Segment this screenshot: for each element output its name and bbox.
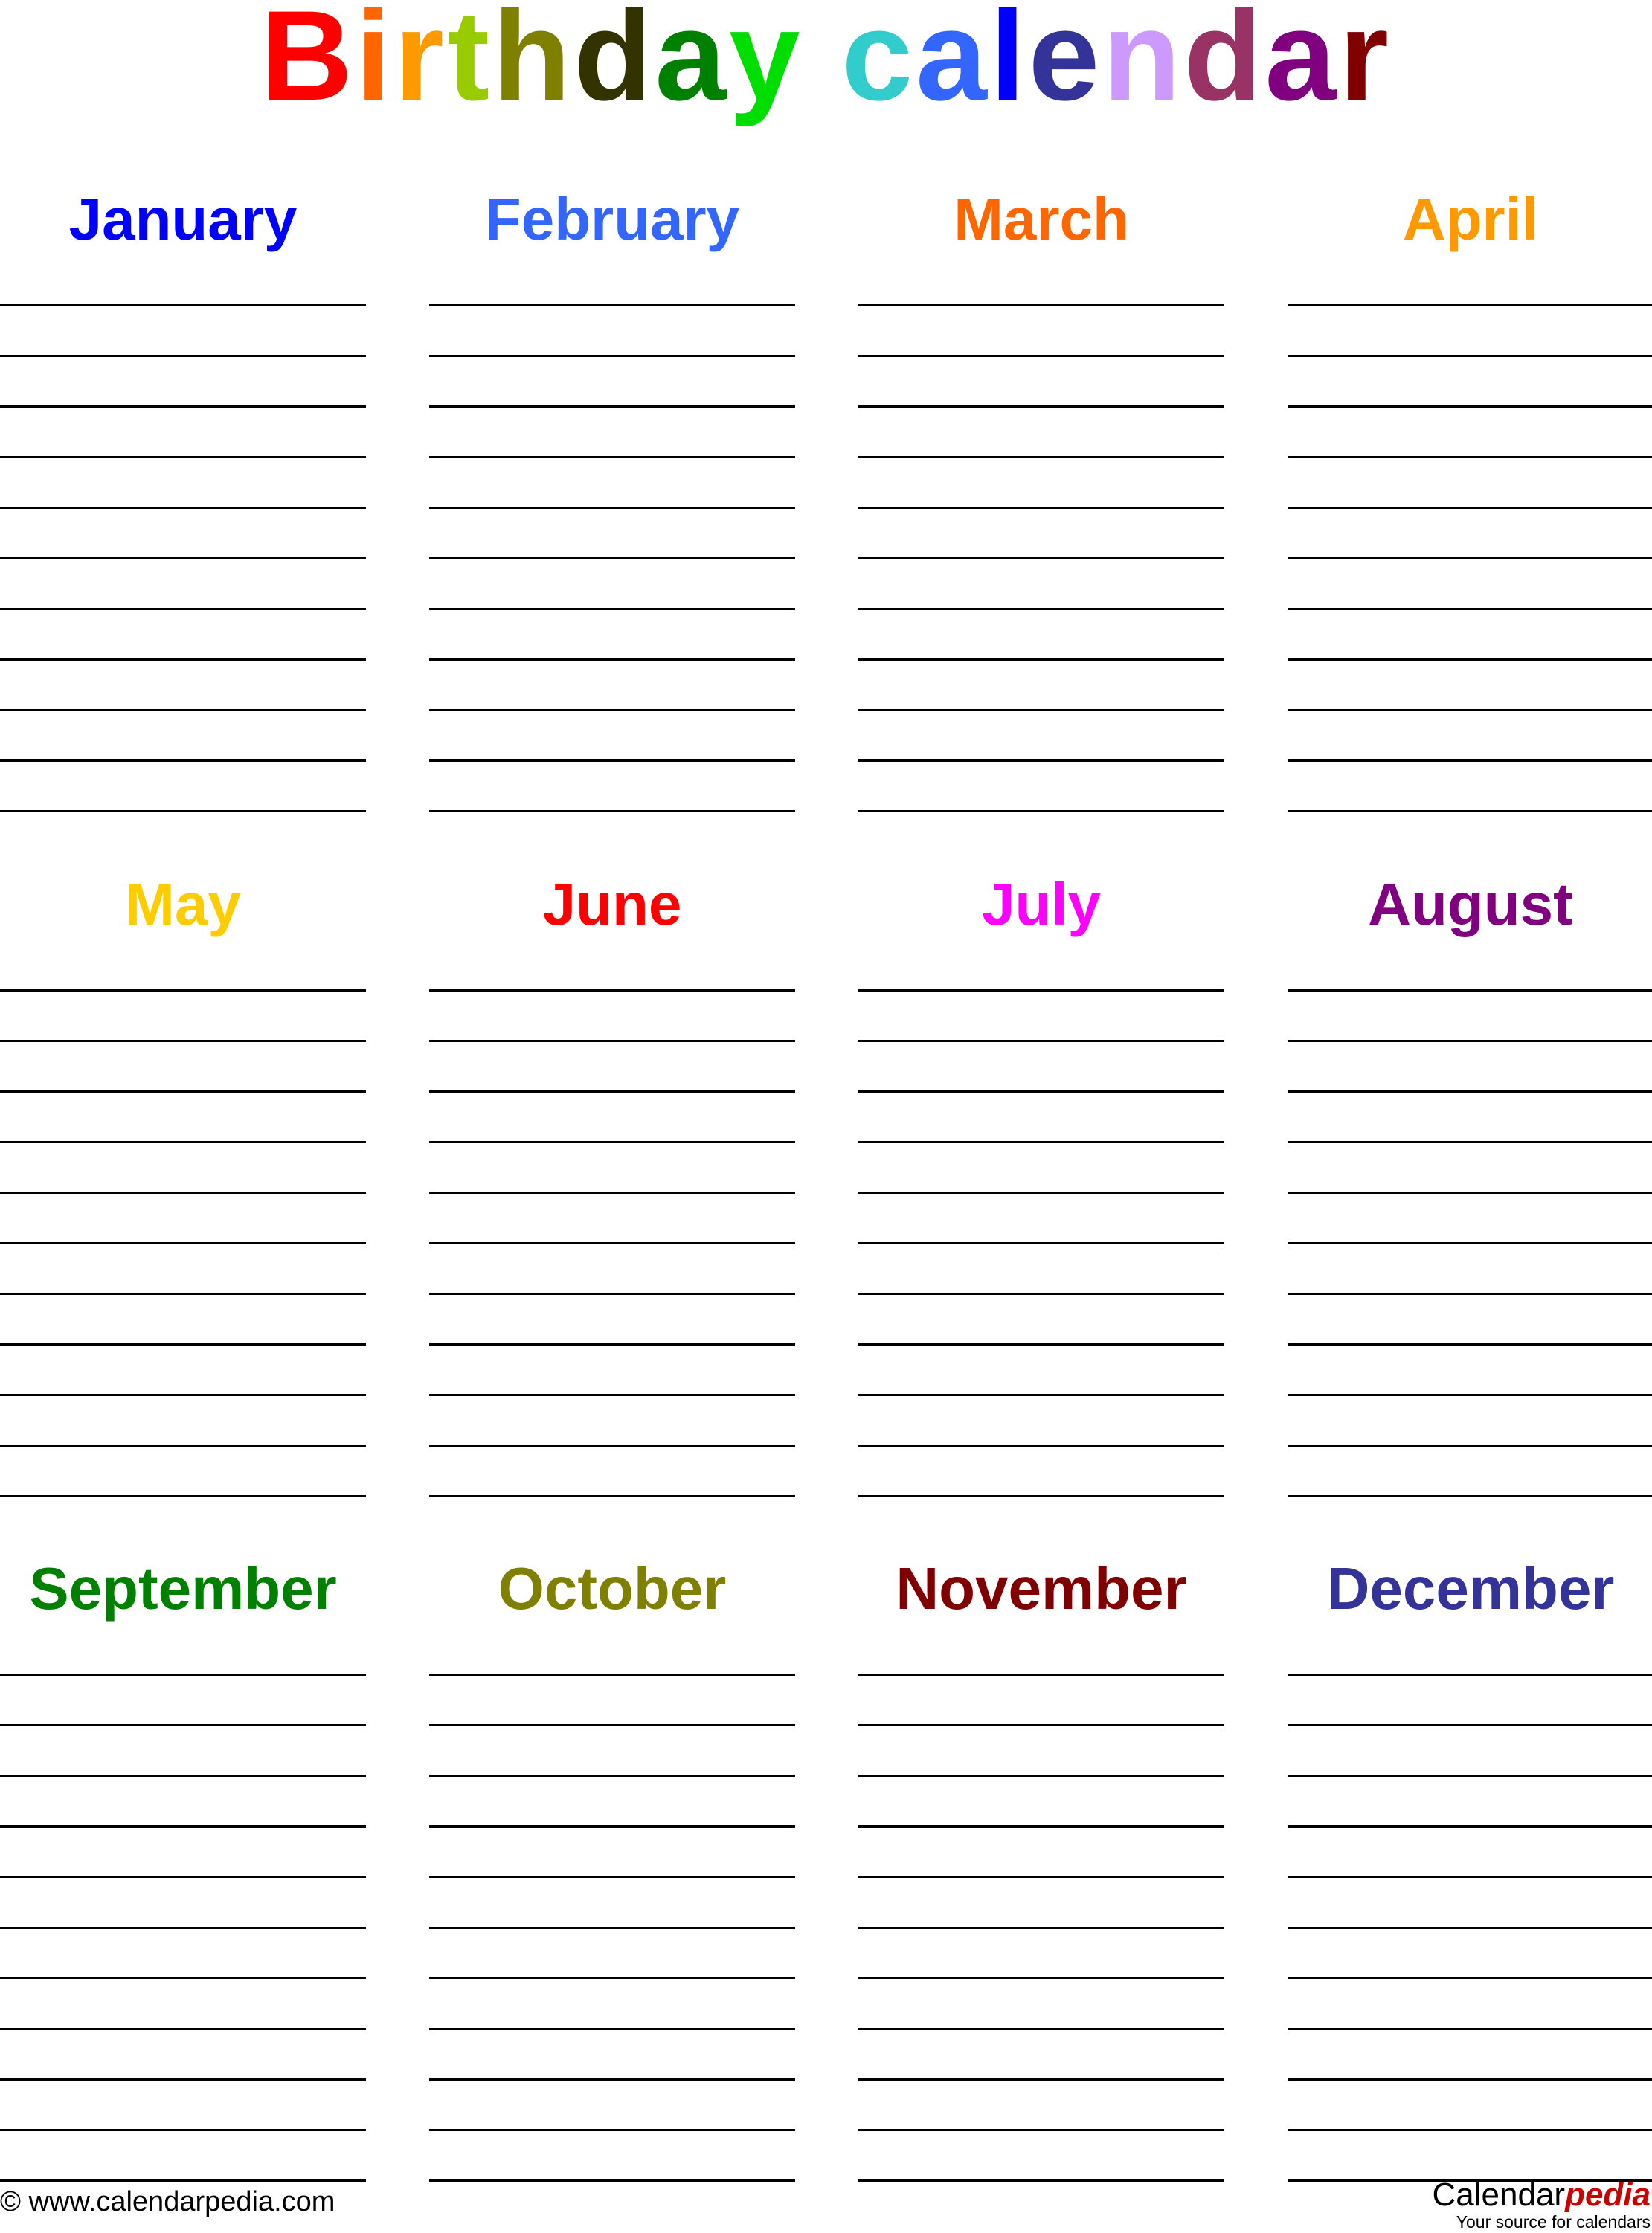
title-letter: d — [573, 0, 655, 127]
birthday-entry-line[interactable] — [0, 1394, 366, 1396]
birthday-entry-line[interactable] — [0, 1927, 366, 1929]
birthday-entry-line[interactable] — [858, 2078, 1224, 2081]
birthday-entry-line[interactable] — [429, 1445, 795, 1447]
birthday-entry-line[interactable] — [858, 1040, 1224, 1042]
birthday-entry-line[interactable] — [0, 1293, 366, 1295]
birthday-entry-line[interactable] — [858, 1293, 1224, 1295]
birthday-entry-line[interactable] — [429, 2129, 795, 2131]
birthday-entry-line[interactable] — [1288, 709, 1652, 711]
birthday-entry-line[interactable] — [858, 1825, 1224, 1828]
month-title-november: November — [896, 1555, 1187, 1622]
birthday-entry-line[interactable] — [429, 608, 795, 610]
birthday-entry-line[interactable] — [429, 557, 795, 559]
title-letter: i — [356, 0, 394, 127]
birthday-entry-line[interactable] — [858, 1141, 1224, 1143]
title-letter: r — [393, 0, 447, 127]
birthday-entry-line[interactable] — [0, 1775, 366, 1777]
birthday-entry-line[interactable] — [0, 1724, 366, 1726]
birthday-entry-line[interactable] — [1288, 1495, 1652, 1497]
birthday-entry-line[interactable] — [858, 1876, 1224, 1878]
title-letter: a — [655, 0, 729, 127]
birthday-entry-line[interactable] — [429, 1775, 795, 1777]
birthday-entry-line[interactable] — [858, 304, 1224, 306]
birthday-entry-line[interactable] — [0, 1495, 366, 1497]
birthday-entry-line[interactable] — [1288, 1445, 1652, 1447]
birthday-entry-line[interactable] — [429, 1192, 795, 1194]
birthday-entry-line[interactable] — [858, 1242, 1224, 1244]
birthday-entry-line[interactable] — [1288, 2028, 1652, 2030]
birthday-entry-line[interactable] — [858, 2028, 1224, 2030]
birthday-entry-line[interactable] — [1288, 405, 1652, 408]
birthday-entry-line[interactable] — [0, 1040, 366, 1042]
birthday-entry-line[interactable] — [1288, 1293, 1652, 1295]
birthday-entry-line[interactable] — [0, 304, 366, 306]
title-letter: a — [916, 0, 990, 127]
title-letter: y — [729, 0, 803, 127]
birthday-entry-line[interactable] — [1288, 1775, 1652, 1777]
birthday-entry-line[interactable] — [858, 507, 1224, 509]
birthday-entry-line[interactable] — [858, 759, 1224, 762]
birthday-entry-line[interactable] — [858, 355, 1224, 357]
birthday-entry-line[interactable] — [1288, 456, 1652, 458]
birthday-entry-line[interactable] — [858, 2179, 1224, 2182]
birthday-entry-line[interactable] — [1288, 1040, 1652, 1042]
title-letter: B — [260, 0, 356, 127]
birthday-entry-line[interactable] — [1288, 1394, 1652, 1396]
birthday-entry-line[interactable] — [0, 456, 366, 458]
birthday-entry-line[interactable] — [1288, 1090, 1652, 1093]
birthday-entry-line[interactable] — [429, 507, 795, 509]
title-letter: t — [446, 0, 493, 127]
brand-name-suffix: pedia — [1565, 2176, 1651, 2213]
birthday-entry-line[interactable] — [858, 557, 1224, 559]
birthday-entry-line[interactable] — [858, 405, 1224, 408]
birthday-entry-line[interactable] — [0, 1242, 366, 1244]
birthday-entry-line[interactable] — [1288, 1876, 1652, 1878]
birthday-entry-line[interactable] — [429, 1141, 795, 1143]
birthday-entry-line[interactable] — [0, 2028, 366, 2030]
month-title-september: September — [29, 1555, 337, 1622]
copyright-text: © www.calendarpedia.com — [0, 2186, 335, 2217]
birthday-entry-line[interactable] — [858, 810, 1224, 812]
birthday-entry-line[interactable] — [0, 2078, 366, 2081]
birthday-entry-line[interactable] — [1288, 1343, 1652, 1346]
birthday-entry-line[interactable] — [1288, 507, 1652, 509]
birthday-entry-line[interactable] — [0, 1445, 366, 1447]
title-letter: n — [1102, 0, 1184, 127]
brand-name-prefix: Calendar — [1432, 2176, 1566, 2213]
birthday-entry-line[interactable] — [429, 1977, 795, 1979]
birthday-entry-line[interactable] — [429, 456, 795, 458]
birthday-entry-line[interactable] — [0, 759, 366, 762]
birthday-entry-line[interactable] — [1288, 989, 1652, 992]
title-letter: c — [841, 0, 916, 127]
birthday-entry-line[interactable] — [429, 1242, 795, 1244]
birthday-entry-line[interactable] — [858, 1977, 1224, 1979]
birthday-entry-line[interactable] — [858, 608, 1224, 610]
birthday-entry-line[interactable] — [1288, 1242, 1652, 1244]
month-title-may: May — [125, 871, 241, 937]
birthday-entry-line[interactable] — [429, 1876, 795, 1878]
birthday-entry-line[interactable] — [0, 1825, 366, 1828]
month-title-march: March — [954, 186, 1129, 252]
birthday-entry-line[interactable] — [429, 1674, 795, 1676]
birthday-entry-line[interactable] — [1288, 1192, 1652, 1194]
birthday-entry-line[interactable] — [1288, 1825, 1652, 1828]
brand-logo — [1433, 2178, 1651, 2232]
birthday-entry-line[interactable] — [858, 709, 1224, 711]
month-title-january: January — [68, 186, 298, 252]
birthday-entry-line[interactable] — [0, 355, 366, 357]
month-title-december: December — [1326, 1555, 1615, 1622]
month-title-june: June — [542, 871, 682, 937]
title-letter — [803, 0, 842, 112]
birthday-entry-line[interactable] — [0, 1192, 366, 1194]
birthday-entry-line[interactable] — [0, 1876, 366, 1878]
birthday-entry-line[interactable] — [858, 989, 1224, 992]
birthday-entry-line[interactable] — [0, 658, 366, 661]
birthday-entry-line[interactable] — [0, 810, 366, 812]
birthday-entry-line[interactable] — [1288, 304, 1652, 306]
title-letter: h — [492, 0, 574, 127]
birthday-entry-line[interactable] — [429, 2078, 795, 2081]
birthday-entry-line[interactable] — [429, 2028, 795, 2030]
birthday-entry-line[interactable] — [1288, 658, 1652, 661]
birthday-entry-line[interactable] — [0, 1343, 366, 1346]
birthday-entry-line[interactable] — [1288, 355, 1652, 357]
birthday-entry-line[interactable] — [858, 1343, 1224, 1346]
title-letter: a — [1264, 0, 1340, 127]
birthday-entry-line[interactable] — [1288, 1927, 1652, 1929]
birthday-entry-line[interactable] — [1288, 1141, 1652, 1143]
birthday-entry-line[interactable] — [0, 1090, 366, 1093]
birthday-entry-line[interactable] — [429, 2179, 795, 2182]
birthday-entry-line[interactable] — [858, 1775, 1224, 1777]
month-title-april: April — [1402, 186, 1539, 252]
birthday-entry-line[interactable] — [858, 456, 1224, 458]
birthday-entry-line[interactable] — [0, 709, 366, 711]
birthday-entry-line[interactable] — [429, 810, 795, 812]
birthday-entry-line[interactable] — [858, 1674, 1224, 1676]
birthday-entry-line[interactable] — [429, 1293, 795, 1295]
birthday-entry-line[interactable] — [429, 989, 795, 992]
birthday-entry-line[interactable] — [858, 1445, 1224, 1447]
birthday-entry-line[interactable] — [858, 1495, 1224, 1497]
birthday-entry-line[interactable] — [1288, 2078, 1652, 2081]
birthday-entry-line[interactable] — [1288, 1724, 1652, 1726]
month-title-february: February — [484, 186, 740, 252]
birthday-entry-line[interactable] — [1288, 1977, 1652, 1979]
month-title-july: July — [981, 871, 1102, 937]
birthday-entry-line[interactable] — [429, 1394, 795, 1396]
brand-tagline: Your source for calendars — [1456, 2212, 1651, 2232]
page-title — [0, 0, 1652, 127]
birthday-entry-line[interactable] — [429, 1724, 795, 1726]
birthday-entry-line[interactable] — [858, 2129, 1224, 2131]
title-letter: d — [1183, 0, 1265, 127]
birthday-entry-line[interactable] — [429, 1927, 795, 1929]
birthday-entry-line[interactable] — [858, 1724, 1224, 1726]
birthday-entry-line[interactable] — [429, 1090, 795, 1093]
month-title-october: October — [498, 1555, 727, 1622]
birthday-entry-line[interactable] — [1288, 810, 1652, 812]
brand-name — [1433, 2178, 1651, 2212]
birthday-entry-line[interactable] — [1288, 2129, 1652, 2131]
birthday-entry-line[interactable] — [0, 557, 366, 559]
birthday-entry-line[interactable] — [429, 709, 795, 711]
birthday-entry-line[interactable] — [0, 1141, 366, 1143]
birthday-entry-line[interactable] — [0, 2179, 366, 2182]
birthday-entry-line[interactable] — [429, 405, 795, 408]
birthday-entry-line[interactable] — [429, 304, 795, 306]
birthday-entry-line[interactable] — [1288, 557, 1652, 559]
month-title-august: August — [1368, 871, 1573, 937]
birthday-entry-line[interactable] — [429, 1825, 795, 1828]
title-letter: e — [1028, 0, 1103, 127]
birthday-entry-line[interactable] — [429, 355, 795, 357]
birthday-entry-line[interactable] — [0, 507, 366, 509]
birthday-entry-line[interactable] — [0, 2129, 366, 2131]
birthday-entry-line[interactable] — [429, 658, 795, 661]
birthday-entry-line[interactable] — [858, 658, 1224, 661]
birthday-entry-line[interactable] — [0, 1674, 366, 1676]
birthday-entry-line[interactable] — [1288, 759, 1652, 762]
birthday-entry-line[interactable] — [1288, 608, 1652, 610]
birthday-entry-line[interactable] — [858, 1192, 1224, 1194]
birthday-entry-line[interactable] — [1288, 1674, 1652, 1676]
birthday-entry-line[interactable] — [858, 1090, 1224, 1093]
title-letter: l — [989, 0, 1029, 127]
birthday-entry-line[interactable] — [0, 1977, 366, 1979]
birthday-entry-line[interactable] — [0, 989, 366, 992]
birthday-entry-line[interactable] — [0, 405, 366, 408]
birthday-entry-line[interactable] — [858, 1394, 1224, 1396]
title-letter: r — [1339, 0, 1392, 127]
birthday-entry-line[interactable] — [429, 1040, 795, 1042]
birthday-entry-line[interactable] — [0, 608, 366, 610]
birthday-entry-line[interactable] — [429, 759, 795, 762]
birthday-entry-line[interactable] — [429, 1495, 795, 1497]
birthday-entry-line[interactable] — [858, 1927, 1224, 1929]
birthday-entry-line[interactable] — [429, 1343, 795, 1346]
